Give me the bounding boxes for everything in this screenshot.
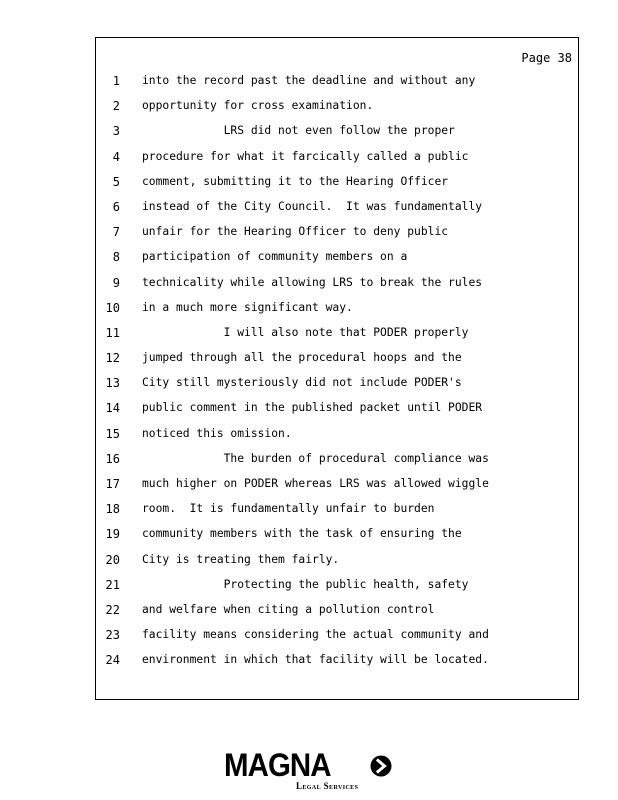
transcript-line xyxy=(96,276,578,301)
line-number: 24 xyxy=(105,653,120,668)
line-number: 15 xyxy=(105,426,120,441)
line-number: 2 xyxy=(112,99,120,114)
logo-subtitle: Legal Services xyxy=(296,781,359,791)
line-text: procedure for what it farcically called a public xyxy=(142,149,469,163)
transcript-line xyxy=(96,578,578,603)
transcript-line xyxy=(96,351,578,376)
line-text: environment in which that facility will be located. xyxy=(142,653,489,667)
line-text: noticed this omission. xyxy=(142,426,292,440)
transcript-line xyxy=(96,74,578,99)
transcript-line xyxy=(96,628,578,653)
line-number: 20 xyxy=(105,552,120,567)
line-text: room. It is fundamentally unfair to burden xyxy=(142,502,435,516)
magna-logo xyxy=(224,748,396,792)
transcript-line xyxy=(96,225,578,250)
line-number: 13 xyxy=(105,376,120,391)
line-number: 3 xyxy=(112,124,120,139)
logo-wordmark: MAGNA xyxy=(224,747,331,783)
line-number: 9 xyxy=(112,275,120,290)
transcript-line xyxy=(96,653,578,678)
line-text: instead of the City Council. It was fundamentally xyxy=(142,199,483,213)
line-text: public comment in the published packet until PODER xyxy=(142,401,483,415)
line-text: much higher on PODER whereas LRS was allowed wiggle xyxy=(142,477,489,490)
line-number: 17 xyxy=(105,477,120,491)
line-text: jumped through all the procedural hoops and the xyxy=(142,351,462,365)
line-text: opportunity for cross examination. xyxy=(142,99,374,113)
line-text: City still mysteriously did not include PODER's xyxy=(142,376,462,390)
line-number: 6 xyxy=(112,199,120,214)
line-text: Protecting the public health, safety xyxy=(142,577,469,591)
line-text: and welfare when citing a pollution control xyxy=(142,602,435,616)
transcript-line xyxy=(96,376,578,401)
line-text: unfair for the Hearing Officer to deny public xyxy=(142,225,449,239)
line-number: 8 xyxy=(112,250,120,265)
line-text: LRS did not even follow the proper xyxy=(142,124,455,138)
transcript-line xyxy=(96,502,578,527)
line-number: 12 xyxy=(105,351,120,366)
line-number: 14 xyxy=(105,401,120,416)
transcript-line xyxy=(96,452,578,477)
line-number: 23 xyxy=(105,628,120,643)
transcript-line xyxy=(96,527,578,552)
line-number: 22 xyxy=(105,602,120,617)
line-text: facility means considering the actual community and xyxy=(142,628,489,642)
transcript-lines xyxy=(96,74,578,679)
line-number: 21 xyxy=(105,577,120,592)
line-number: 19 xyxy=(105,527,120,542)
transcript-line xyxy=(96,326,578,351)
transcript-line xyxy=(96,553,578,578)
transcript-line xyxy=(96,99,578,124)
line-number: 10 xyxy=(105,300,120,315)
line-number: 16 xyxy=(105,451,120,466)
line-text: into the record past the deadline and without any xyxy=(142,74,476,87)
page-number: Page 38 xyxy=(521,51,572,65)
transcript-line xyxy=(96,301,578,326)
line-text: I will also note that PODER properly xyxy=(142,325,469,339)
transcript-line xyxy=(96,175,578,200)
line-text: City is treating them fairly. xyxy=(142,552,340,566)
line-number: 4 xyxy=(112,149,120,164)
transcript-line xyxy=(96,401,578,426)
line-text: participation of community members on a xyxy=(142,250,408,264)
line-number: 5 xyxy=(112,174,120,189)
transcript-line xyxy=(96,200,578,225)
line-number: 18 xyxy=(105,502,120,517)
line-text: comment, submitting it to the Hearing Officer xyxy=(142,174,449,188)
line-text: The burden of procedural compliance was xyxy=(142,451,489,465)
transcript-page xyxy=(95,37,579,700)
transcript-line xyxy=(96,250,578,275)
line-text: community members with the task of ensuring the xyxy=(142,527,462,541)
line-text: technicality while allowing LRS to break the rules xyxy=(142,275,483,289)
line-number: 7 xyxy=(112,225,120,240)
transcript-line xyxy=(96,427,578,452)
transcript-line xyxy=(96,603,578,628)
line-text: in a much more significant way. xyxy=(142,300,353,314)
transcript-line xyxy=(96,124,578,149)
transcript-line xyxy=(96,150,578,175)
chevron-right-circle-icon xyxy=(370,755,392,777)
line-number: 11 xyxy=(105,325,120,340)
transcript-line xyxy=(96,477,578,502)
line-number: 1 xyxy=(112,74,120,88)
